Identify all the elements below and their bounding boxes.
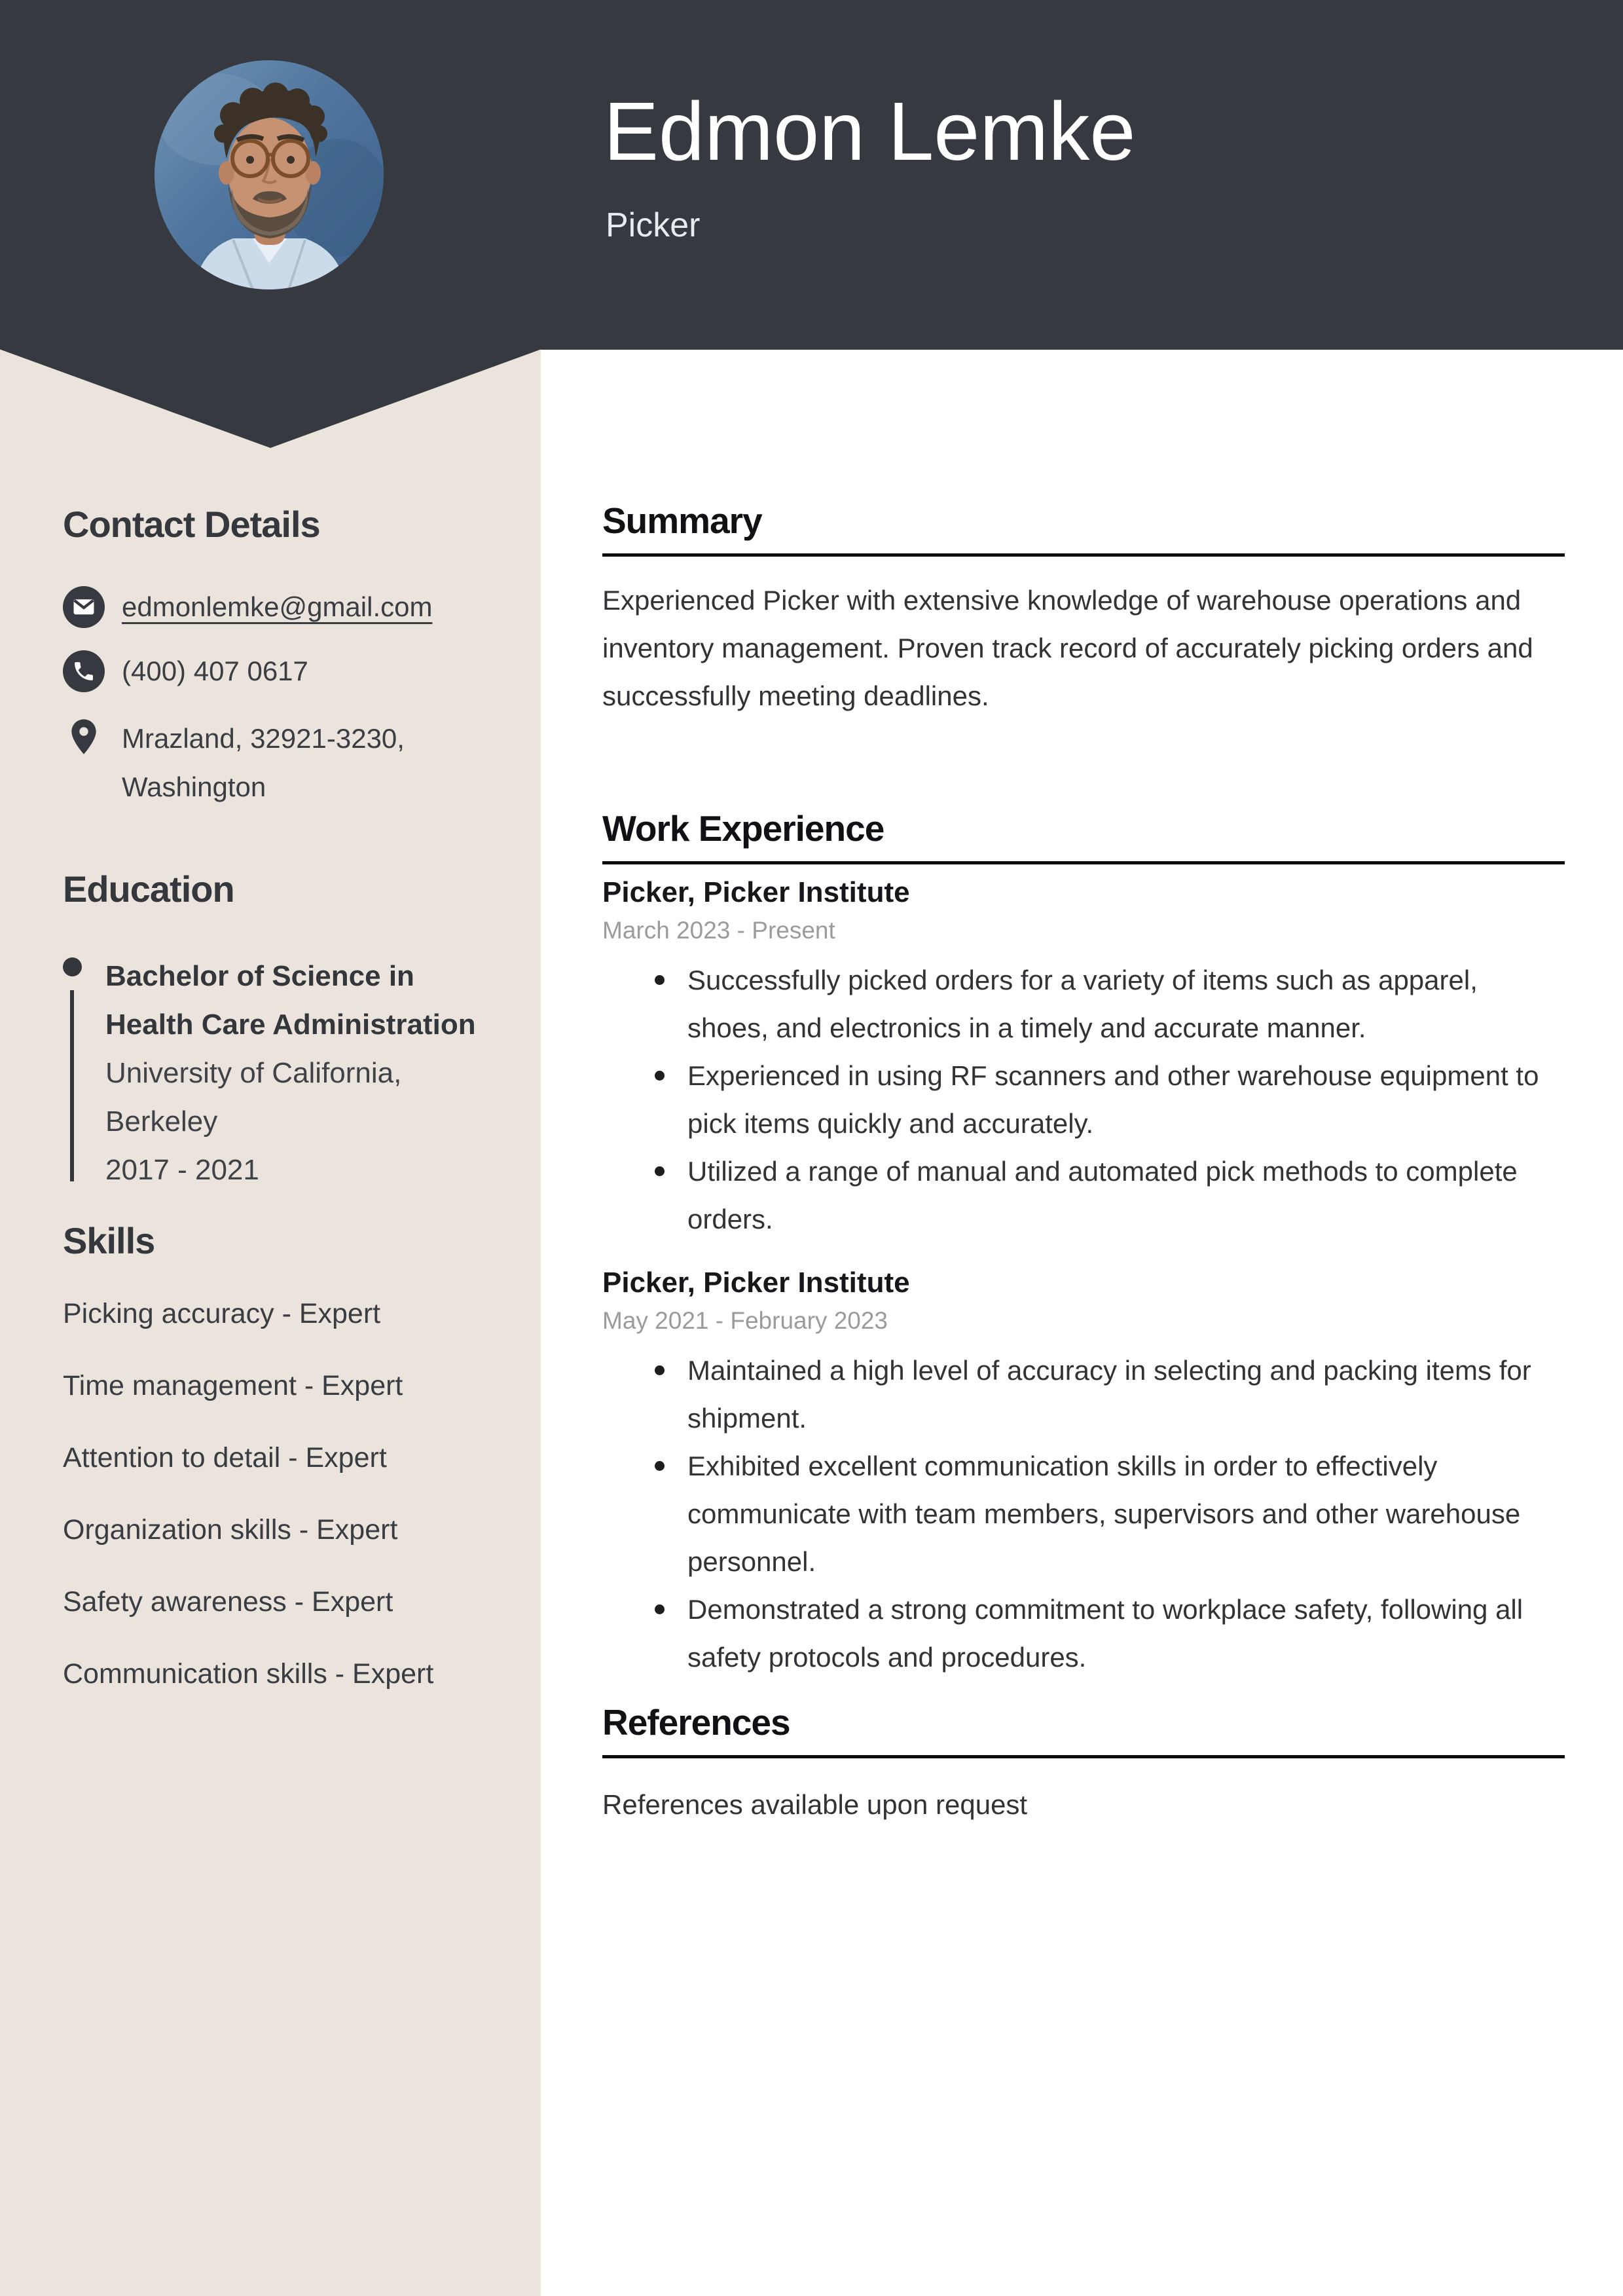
address-line-2: Washington	[122, 771, 266, 802]
education-dates: 2017 - 2021	[105, 1154, 259, 1186]
job-entry	[602, 875, 1565, 1243]
timeline-dot	[63, 957, 82, 976]
timeline-line	[70, 990, 74, 1181]
references-text: References available upon request	[602, 1789, 1028, 1820]
profile-photo	[155, 60, 384, 289]
job-dates: May 2021 - February 2023	[602, 1307, 888, 1334]
contact-section	[63, 503, 496, 834]
bullet-item: Demonstrated a strong commitment to workplace safety, following all safety protocols and procedures.	[687, 1585, 1565, 1681]
phone-icon	[63, 650, 105, 692]
summary-section	[602, 500, 1565, 720]
bullet-item: Successfully picked orders for a variety of items such as apparel, shoes, and electronics in a timely and accurate manner.	[687, 956, 1565, 1052]
job-entry	[602, 1265, 1565, 1681]
skills-section	[63, 1219, 496, 1731]
skill-item: Attention to detail - Expert	[63, 1442, 387, 1473]
education-heading: Education	[63, 868, 234, 910]
education-item	[63, 952, 496, 1194]
portrait-illustration	[155, 60, 384, 289]
contact-row-phone	[63, 650, 496, 692]
school: University of California, Berkeley	[105, 1057, 402, 1138]
contact-row-email	[63, 586, 496, 628]
degree: Bachelor of Science in Health Care Administration	[105, 960, 476, 1041]
job-role-subtitle: Picker	[606, 206, 701, 244]
references-section	[602, 1701, 1565, 1828]
contact-heading: Contact Details	[63, 504, 320, 545]
job-title: Picker, Picker Institute	[602, 876, 910, 908]
header	[541, 0, 1623, 350]
skill-item: Picking accuracy - Expert	[63, 1298, 381, 1329]
skills-heading: Skills	[63, 1220, 155, 1261]
skill-item: Communication skills - Expert	[63, 1658, 434, 1690]
skill-item: Safety awareness - Expert	[63, 1586, 393, 1618]
location-icon	[63, 714, 105, 756]
contact-row-location	[63, 714, 496, 811]
summary-heading: Summary	[602, 500, 1565, 557]
job-title: Picker, Picker Institute	[602, 1267, 910, 1299]
email-link[interactable]: edmonlemke@gmail.com	[122, 591, 433, 622]
summary-text: Experienced Picker with extensive knowledge of warehouse operations and inventory management. Proven track record of accurately picking orders and successfully meeting deadlines.	[602, 585, 1533, 711]
references-heading: References	[602, 1701, 1565, 1758]
contact-rows	[63, 586, 496, 811]
phone-value: (400) 407 0617	[122, 656, 308, 686]
skill-item: Time management - Expert	[63, 1370, 403, 1401]
bullet-item: Exhibited excellent communication skills in order to effectively communicate with team members, supervisors and other warehouse personnel.	[687, 1442, 1565, 1585]
skills-list	[63, 1299, 496, 1689]
work-experience-heading: Work Experience	[602, 807, 1565, 864]
sidebar	[0, 0, 541, 2296]
education-section	[63, 868, 496, 1194]
email-value	[122, 590, 432, 624]
job-bullet-list	[602, 1346, 1565, 1681]
bullet-item: Experienced in using RF scanners and other warehouse equipment to pick items quickly and accurately.	[687, 1052, 1565, 1147]
job-dates: March 2023 - Present	[602, 917, 835, 944]
bullet-item: Maintained a high level of accuracy in selecting and packing items for shipment.	[687, 1346, 1565, 1442]
address-value	[122, 714, 405, 811]
page-title: Edmon Lemke	[604, 85, 1136, 177]
address-line-1: Mrazland, 32921-3230,	[122, 723, 405, 754]
skill-item: Organization skills - Expert	[63, 1514, 398, 1546]
job-bullet-list	[602, 956, 1565, 1243]
work-experience-section	[602, 807, 1565, 1681]
email-icon	[63, 586, 105, 628]
bullet-item: Utilized a range of manual and automated pick methods to complete orders.	[687, 1147, 1565, 1243]
